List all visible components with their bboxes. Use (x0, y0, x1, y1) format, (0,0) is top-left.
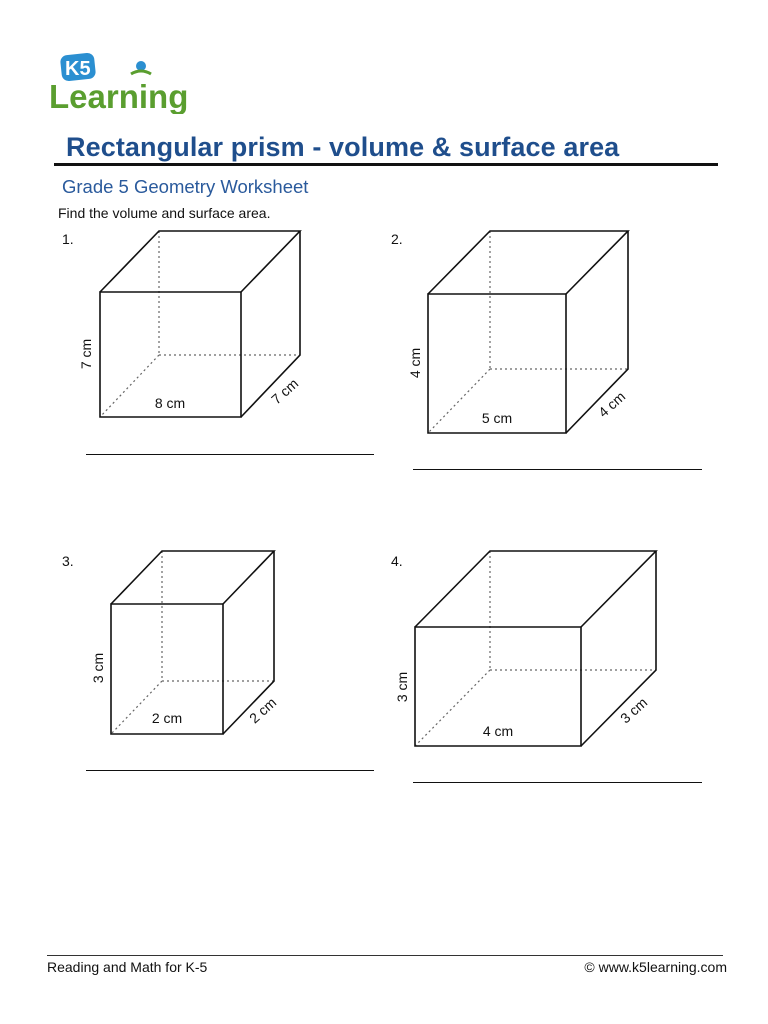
problem-4-depth-label: 3 cm (617, 694, 651, 727)
problem-1-length-label: 8 cm (154, 395, 186, 411)
problem-2-height-label: 4 cm (407, 347, 423, 379)
problem-3-height-label: 3 cm (90, 652, 106, 684)
footer-website-link[interactable]: © www.k5learning.com (584, 959, 727, 975)
problem-4-answer-line (413, 782, 702, 783)
problem-2-depth-label: 4 cm (595, 388, 629, 421)
page-title: Rectangular prism - volume & surface area (66, 132, 620, 162)
problem-1-number: 1. (62, 231, 74, 247)
problem-4-height-label: 3 cm (394, 671, 410, 703)
instructions-text: Find the volume and surface area. (58, 205, 271, 221)
footer-tagline: Reading and Math for K-5 (47, 959, 208, 975)
logo-word-text: Learning (49, 78, 189, 114)
problem-1-depth-label: 7 cm (268, 375, 302, 408)
footer-divider (47, 955, 723, 956)
problem-3-length-label: 2 cm (151, 710, 183, 726)
problem-3-number: 3. (62, 553, 74, 569)
problem-4-number: 4. (391, 553, 403, 569)
problem-3-depth-label: 2 cm (246, 694, 280, 727)
logo-badge-text: K5 (65, 58, 91, 80)
worksheet-subtitle: Grade 5 Geometry Worksheet (62, 176, 309, 197)
problem-2-number: 2. (391, 231, 403, 247)
problem-4-length-label: 4 cm (482, 723, 514, 739)
problem-2-length-label: 5 cm (481, 410, 513, 426)
problem-1-height-label: 7 cm (78, 338, 94, 370)
